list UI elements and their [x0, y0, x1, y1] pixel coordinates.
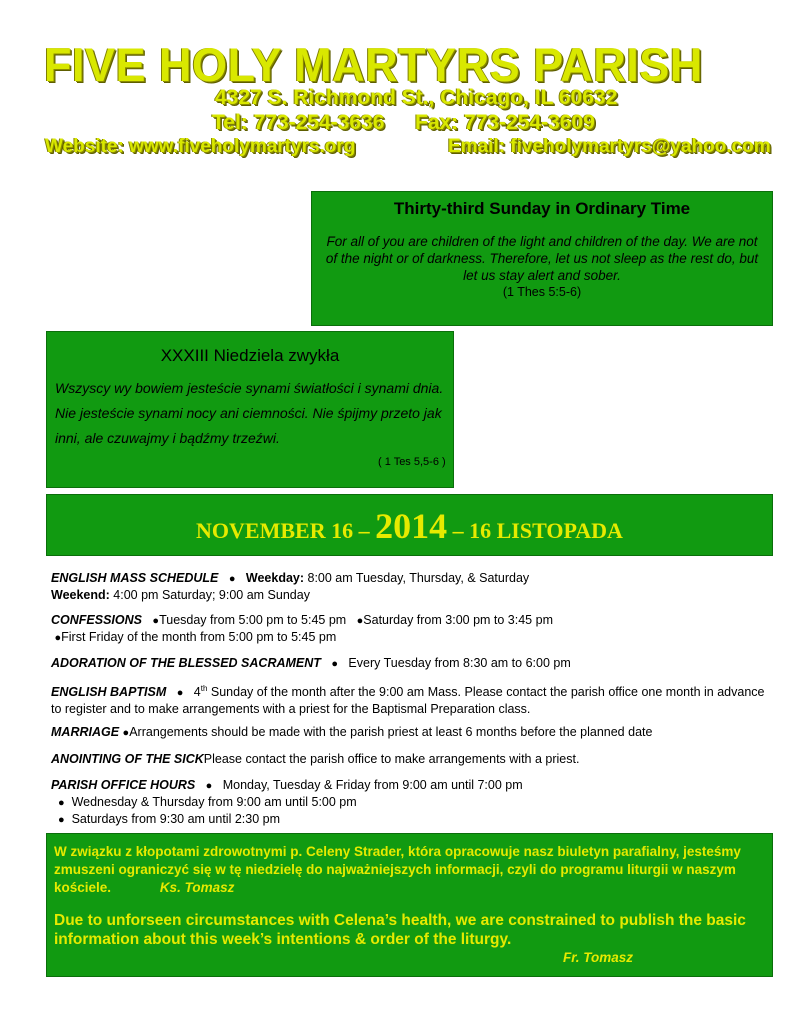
- bullet-icon: ●: [57, 797, 65, 809]
- date-year: 2014: [375, 506, 448, 546]
- weekend-label: Weekend:: [51, 588, 110, 602]
- polish-notice-signature: Ks. Tomasz: [159, 880, 235, 895]
- confessions-tuesday: Tuesday from 5:00 pm to 5:45 pm: [159, 613, 347, 627]
- marriage-text: Arrangements should be made with the parish priest at least 6 months before the planned date: [129, 725, 653, 739]
- confessions-schedule: [51, 612, 766, 646]
- office-hours-label: PARISH OFFICE HOURS: [51, 778, 196, 792]
- baptism-text: Sunday of the month after the 9:00 am Mass. Please contact the parish office one month in advance to register and to make arrangements with a priest for the Baptismal Preparation class.: [51, 685, 765, 717]
- english-reading-box: [311, 191, 773, 326]
- date-post: – 16 LISTOPADA: [447, 518, 623, 543]
- confessions-saturday: Saturday from 3:00 pm to 3:45 pm: [363, 613, 553, 627]
- adoration-schedule: [51, 655, 766, 672]
- bullet-icon: ●: [57, 814, 65, 826]
- polish-scripture-ref: ( 1 Tes 5,5-6 ): [378, 456, 446, 468]
- polish-sunday-heading: XXXIII Niedziela zwykła: [160, 346, 340, 365]
- english-notice: [54, 911, 766, 949]
- date-pre: NOVEMBER 16 –: [196, 518, 376, 543]
- weekday-times: 8:00 am Tuesday, Thursday, & Saturday: [304, 571, 530, 585]
- baptism-label: ENGLISH BAPTISM: [51, 685, 167, 700]
- date-banner: [46, 494, 773, 556]
- english-scripture-quote: For all of you are children of the light and children of the day. We are not of the night or of darkness. Therefore, let us not sleep as the rest do, but let us stay alert and sober.: [325, 234, 759, 283]
- parish-email[interactable]: Email: fiveholymartyrs@yahoo.com: [448, 136, 771, 157]
- bullet-icon: ●: [205, 780, 213, 792]
- bullet-icon: ●: [228, 573, 236, 585]
- parish-fax: Fax: 773-254-3609: [415, 111, 595, 134]
- parish-title: FIVE HOLY MARTYRS PARISH: [44, 38, 703, 92]
- baptism-ordinal-suffix: th: [200, 684, 208, 693]
- english-sunday-heading: Thirty-third Sunday in Ordinary Time: [393, 199, 691, 218]
- anointing-text: Please contact the parish office to make arrangements with a priest.: [203, 752, 580, 766]
- bullet-icon: ●: [152, 615, 160, 627]
- bullet-icon: ●: [331, 658, 338, 670]
- bulletin-date: [47, 505, 772, 547]
- anointing-label: ANOINTING OF THE SICK: [51, 752, 204, 766]
- english-notice-text: Due to unforseen circumstances with Celena’s health, we are constrained to publish the basic information about this week’s intentions & order of the liturgy.: [54, 912, 746, 948]
- english-scripture-ref: (1 Thes 5:5-6): [502, 285, 582, 299]
- mass-schedule-label: ENGLISH MASS SCHEDULE: [51, 571, 219, 585]
- anointing-info: [51, 751, 766, 767]
- polish-scripture-quote: Wszyscy wy bowiem jesteście synami światłości i synami dnia. Nie jesteście synami nocy ani ciemności. Nie śpijmy przeto jak inni, ale czuwajmy i bądźmy trzeźwi.: [55, 380, 444, 446]
- adoration-times: Every Tuesday from 8:30 am to 6:00 pm: [348, 656, 571, 670]
- polish-notice: [54, 843, 766, 897]
- polish-reading-box: [46, 331, 454, 488]
- marriage-info: [51, 724, 766, 741]
- confessions-label: CONFESSIONS: [51, 613, 142, 627]
- polish-notice-text: W związku z kłopotami zdrowotnymi p. Celeny Strader, która opracowuje nasz biuletyn parafialny, jesteśmy zmuszeni ograniczyć się w tę niedzielę do najważniejszych informacji, czyli do programu liturgii w naszym kościele.: [54, 844, 741, 895]
- adoration-label: ADORATION OF THE BLESSED SACRAMENT: [51, 656, 321, 670]
- baptism-ordinal: 4: [193, 685, 201, 700]
- bullet-icon: ●: [54, 632, 62, 644]
- baptism-info: [51, 681, 766, 717]
- parish-website[interactable]: Website: www.fiveholymartyrs.org: [45, 136, 356, 157]
- bullet-icon: ●: [176, 687, 184, 700]
- office-hours-wed-thu: Wednesday & Thursday from 9:00 am until 5:00 pm: [71, 795, 357, 809]
- office-hours-weekdays: Monday, Tuesday & Friday from 9:00 am until 7:00 pm: [222, 778, 523, 792]
- office-hours-saturday: Saturdays from 9:30 am until 2:30 pm: [71, 812, 280, 826]
- english-notice-signature: Fr. Tomasz: [563, 950, 634, 965]
- weekend-times: 4:00 pm Saturday; 9:00 am Sunday: [109, 588, 310, 602]
- confessions-first-friday: First Friday of the month from 5:00 pm to 5:45 pm: [61, 630, 337, 644]
- parish-phone: Tel: 773-254-3636: [212, 111, 385, 134]
- office-hours: [51, 777, 766, 828]
- weekday-label: Weekday:: [245, 571, 305, 585]
- parish-address: 4327 S. Richmond St., Chicago, IL 60632: [215, 86, 618, 109]
- notice-box: [46, 833, 773, 977]
- bullet-icon: ●: [122, 727, 130, 739]
- marriage-label: MARRIAGE: [51, 725, 120, 739]
- bullet-icon: ●: [356, 615, 364, 627]
- mass-schedule: [51, 570, 766, 603]
